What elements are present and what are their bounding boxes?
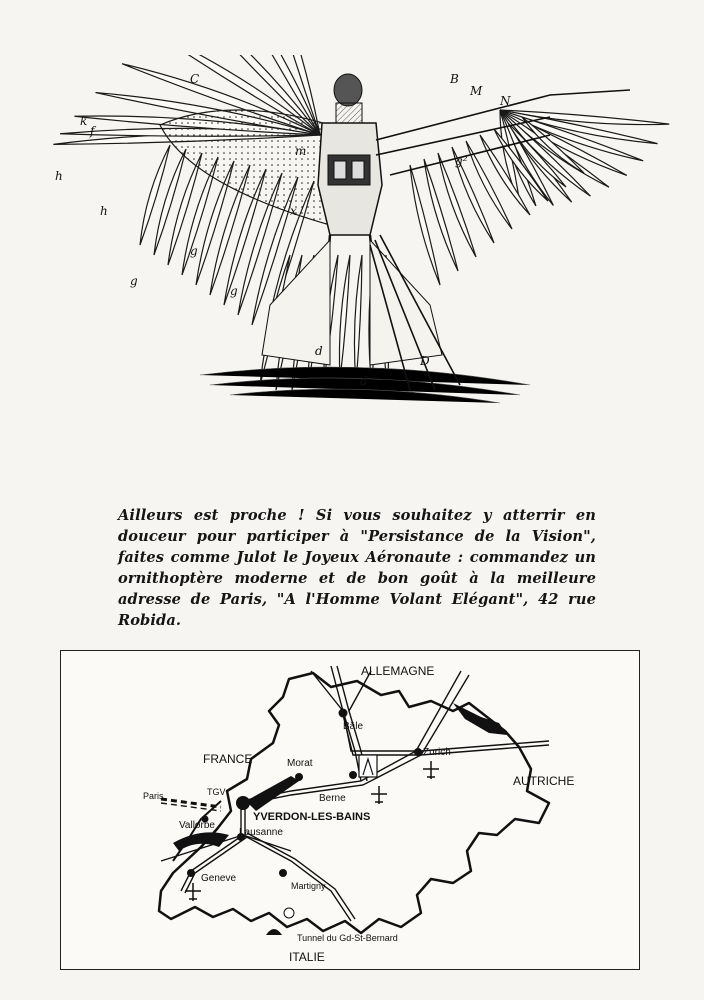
illustration-letter: N — [500, 94, 511, 108]
illustration-letter: k — [80, 114, 88, 128]
illustration-letter: g² — [455, 154, 468, 168]
label-tunnel: Tunnel du Gd-St-Bernard — [297, 933, 398, 943]
label-morat: Morat — [287, 758, 313, 769]
feather — [339, 255, 350, 379]
label-italy: ITALIE — [289, 950, 325, 964]
martigny-dot — [279, 869, 287, 877]
yverdon-dot — [236, 796, 250, 810]
tunnel-dot — [284, 908, 294, 918]
morat-dot — [295, 773, 303, 781]
label-tgv: TGV — [207, 787, 226, 797]
motorway-icon — [359, 755, 377, 777]
feather — [354, 255, 362, 383]
illustration-letter: C — [190, 72, 200, 86]
illustration-letter: M — [470, 84, 483, 98]
label-geneve: Geneve — [201, 873, 237, 884]
illustration-letter: f — [90, 124, 95, 138]
label-berne: Berne — [319, 793, 346, 804]
caption-text: Ailleurs est proche ! Si vous souhaitez y atterrir en douceur pour participer à "Persistance de la Vision", faites comme Julot le Joyeux Aéronaute : commandez un ornithoptère moderne et de bon goût à la meilleure adresse de Paris, "A l'Homme Volant Elégant", 42 rue Robida. — [118, 507, 596, 629]
feather — [438, 153, 476, 257]
label-yverdon: YVERDON-LES-BAINS — [253, 811, 371, 823]
lake-constance — [453, 703, 507, 735]
label-germany: ALLEMAGNE — [361, 664, 435, 678]
illustration-letter: d — [360, 374, 368, 388]
illustration-letter: D — [420, 354, 430, 368]
illustration-letter: h — [100, 204, 108, 218]
illustration-letter: g — [230, 284, 238, 298]
ornithopter-illustration — [30, 55, 680, 415]
feather — [140, 145, 170, 245]
label-zurich: Zurich — [423, 747, 451, 758]
label-austria: AUTRICHE — [513, 774, 575, 788]
geneve-dot — [187, 869, 195, 877]
label-basel: Bâle — [343, 721, 364, 732]
illustration-letter: h — [55, 169, 63, 183]
feather — [154, 149, 186, 255]
label-paris: Paris — [143, 791, 164, 801]
berne-dot — [349, 771, 357, 779]
illustration-letter: m — [295, 144, 307, 158]
feather — [410, 165, 440, 285]
location-map — [60, 650, 640, 970]
illustration-letter: g — [190, 244, 198, 258]
illustration-letter: B — [450, 72, 459, 86]
lake-neuchatel — [246, 776, 299, 811]
label-france: FRANCE — [203, 752, 253, 766]
illustration-letter: g — [130, 274, 138, 288]
tunnel-icon — [266, 929, 282, 935]
label-vallorbe: Vallorbe — [179, 820, 215, 831]
zurich-dot — [414, 748, 422, 756]
label-lausanne: Lausanne — [239, 827, 283, 838]
basel-dot — [339, 709, 348, 718]
illustration-letter: x — [290, 204, 297, 218]
illustration-letter: d — [315, 344, 323, 358]
label-martigny: Martigny — [291, 881, 326, 891]
